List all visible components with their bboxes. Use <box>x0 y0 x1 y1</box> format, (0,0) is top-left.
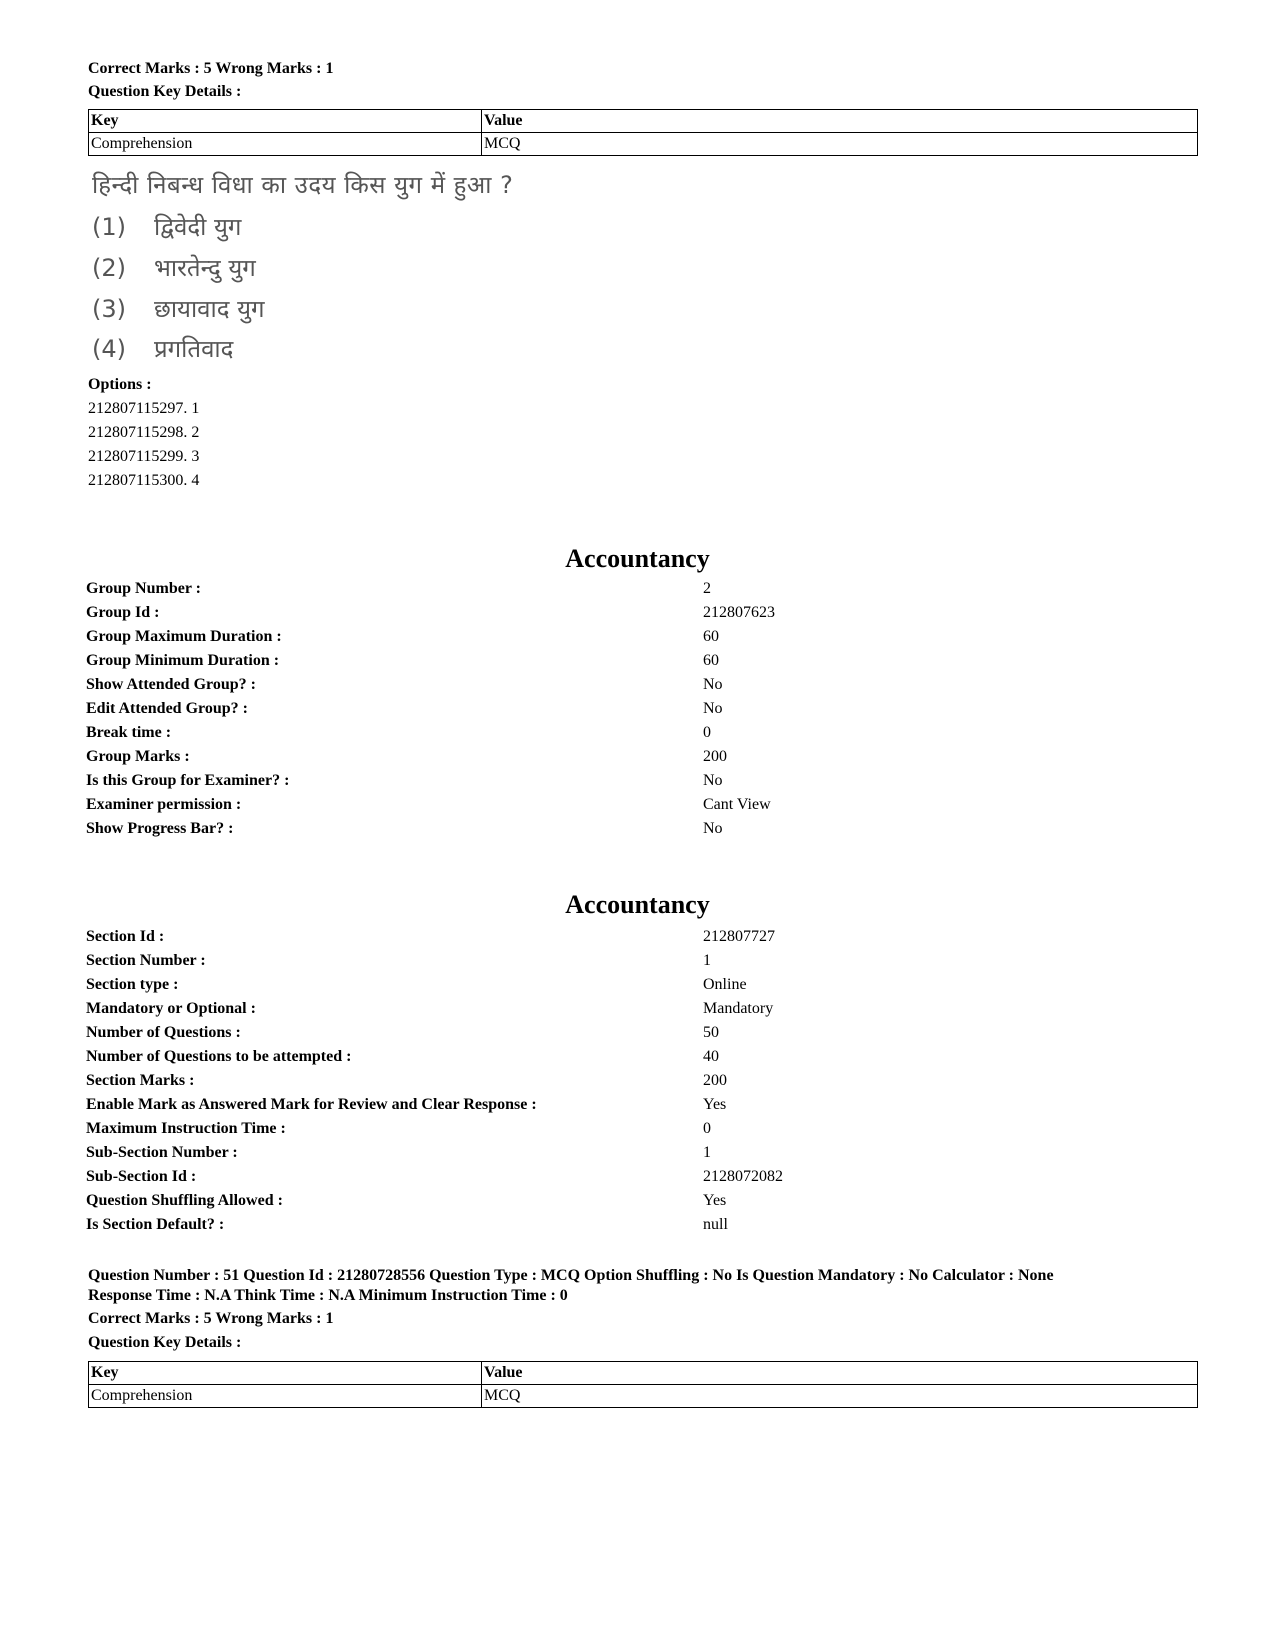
option-text: छायावाद युग <box>154 295 265 323</box>
group-row <box>86 602 1186 624</box>
section-row-label: Mandatory or Optional : <box>86 1000 256 1017</box>
section-row-value: 40 <box>703 1048 719 1065</box>
option-number: (1) <box>92 213 126 241</box>
section-row-label: Enable Mark as Answered Mark for Review and Clear Response : <box>86 1096 537 1113</box>
group-row-label: Group Number : <box>86 580 201 597</box>
option-number: (3) <box>92 295 126 323</box>
group-row-value: No <box>703 700 723 717</box>
option-text: भारतेन्दु युग <box>154 254 256 282</box>
section-row <box>86 1190 1186 1212</box>
group-row-value: 2 <box>703 580 711 597</box>
group-row <box>86 818 1186 840</box>
section-row <box>86 1142 1186 1164</box>
table-cell-key: Comprehension <box>89 1385 482 1408</box>
options-label: Options : <box>88 376 152 393</box>
section-row-value: Yes <box>703 1096 727 1113</box>
option-number: (4) <box>92 335 126 363</box>
key-details-label: Question Key Details : <box>88 1334 242 1351</box>
group-row <box>86 746 1186 768</box>
section-row-label: Is Section Default? : <box>86 1216 225 1233</box>
section-row <box>86 926 1186 948</box>
section-row <box>86 1118 1186 1140</box>
section-row-value: 212807727 <box>703 928 775 945</box>
group-title: Accountancy <box>565 544 710 573</box>
option-number: (2) <box>92 254 126 282</box>
option-id-4: 212807115300. 4 <box>88 472 200 489</box>
section-row-label: Section Marks : <box>86 1072 195 1089</box>
section-row-value: 2128072082 <box>703 1168 783 1185</box>
group-row-value: No <box>703 676 723 693</box>
section-row-value: Online <box>703 976 747 993</box>
section-row <box>86 1022 1186 1044</box>
group-row <box>86 674 1186 696</box>
option-id-3: 212807115299. 3 <box>88 448 200 465</box>
group-row-label: Group Minimum Duration : <box>86 652 280 669</box>
section-row-value: 200 <box>703 1072 727 1089</box>
section-title: Accountancy <box>565 890 710 919</box>
group-row-label: Show Progress Bar? : <box>86 820 234 837</box>
section-row <box>86 1046 1186 1068</box>
option-text: द्विवेदी युग <box>154 213 242 241</box>
group-row <box>86 722 1186 744</box>
section-row-value: 0 <box>703 1120 711 1137</box>
section-row-label: Number of Questions to be attempted : <box>86 1048 352 1065</box>
marks-line: Correct Marks : 5 Wrong Marks : 1 <box>88 60 334 77</box>
section-row-label: Sub-Section Number : <box>86 1144 238 1161</box>
key-details-label: Question Key Details : <box>88 83 242 100</box>
group-row-value: 60 <box>703 628 719 645</box>
section-row <box>86 1070 1186 1092</box>
group-row <box>86 650 1186 672</box>
group-row-label: Is this Group for Examiner? : <box>86 772 290 789</box>
section-row-value: 1 <box>703 952 711 969</box>
section-row-value: 1 <box>703 1144 711 1161</box>
section-row-label: Section Number : <box>86 952 206 969</box>
group-row-label: Examiner permission : <box>86 796 242 813</box>
section-row <box>86 950 1186 972</box>
section-row-label: Question Shuffling Allowed : <box>86 1192 283 1209</box>
group-row-label: Edit Attended Group? : <box>86 700 248 717</box>
table-cell-value: MCQ <box>482 1385 1198 1408</box>
hindi-option-3 <box>92 292 265 325</box>
group-row-value: 200 <box>703 748 727 765</box>
table-header-row <box>89 1362 1198 1385</box>
group-row <box>86 794 1186 816</box>
section-row <box>86 974 1186 996</box>
group-row <box>86 578 1186 600</box>
group-row-value: No <box>703 772 723 789</box>
group-row <box>86 770 1186 792</box>
key-details-table <box>88 1361 1198 1408</box>
table-cell-key: Comprehension <box>89 133 482 156</box>
section-row-value: null <box>703 1216 728 1233</box>
group-row-value: 0 <box>703 724 711 741</box>
section-row-value: Mandatory <box>703 1000 774 1017</box>
question-meta-line-1: Question Number : 51 Question Id : 21280728556 Question Type : MCQ Option Shuffling : No Is Question Mandatory : No Calculator : None <box>88 1267 1054 1284</box>
section-row-label: Section type : <box>86 976 179 993</box>
section-row-label: Section Id : <box>86 928 165 945</box>
question-meta-line-2: Response Time : N.A Think Time : N.A Minimum Instruction Time : 0 <box>88 1287 568 1304</box>
section-row-value: Yes <box>703 1192 727 1209</box>
group-row <box>86 698 1186 720</box>
table-header-row <box>89 110 1198 133</box>
section-row-label: Maximum Instruction Time : <box>86 1120 286 1137</box>
option-id-2: 212807115298. 2 <box>88 424 200 441</box>
option-id-1: 212807115297. 1 <box>88 400 200 417</box>
section-row <box>86 1214 1186 1236</box>
option-text: प्रगतिवाद <box>154 335 234 363</box>
section-row-value: 50 <box>703 1024 719 1041</box>
section-row-label: Number of Questions : <box>86 1024 241 1041</box>
group-row-value: 212807623 <box>703 604 775 621</box>
group-row-label: Show Attended Group? : <box>86 676 256 693</box>
hindi-option-4 <box>92 332 233 365</box>
group-row-label: Group Id : <box>86 604 160 621</box>
section-row <box>86 1166 1186 1188</box>
table-header-key: Key <box>89 110 482 133</box>
group-row-label: Group Maximum Duration : <box>86 628 282 645</box>
section-row <box>86 998 1186 1020</box>
hindi-option-1 <box>92 210 241 243</box>
marks-line: Correct Marks : 5 Wrong Marks : 1 <box>88 1310 334 1327</box>
section-row-label: Sub-Section Id : <box>86 1168 197 1185</box>
group-row-label: Break time : <box>86 724 172 741</box>
question-text-hindi: हिन्दी निबन्ध विधा का उदय किस युग में हुआ ? <box>92 171 514 199</box>
table-row <box>89 1385 1198 1408</box>
group-row-value: 60 <box>703 652 719 669</box>
group-row-value: No <box>703 820 723 837</box>
table-row <box>89 133 1198 156</box>
table-cell-value: MCQ <box>482 133 1198 156</box>
table-header-key: Key <box>89 1362 482 1385</box>
group-row-value: Cant View <box>703 796 771 813</box>
group-row-label: Group Marks : <box>86 748 190 765</box>
group-row <box>86 626 1186 648</box>
hindi-option-2 <box>92 251 256 284</box>
table-header-value: Value <box>482 110 1198 133</box>
key-details-table <box>88 109 1198 156</box>
table-header-value: Value <box>482 1362 1198 1385</box>
section-row <box>86 1094 1186 1116</box>
